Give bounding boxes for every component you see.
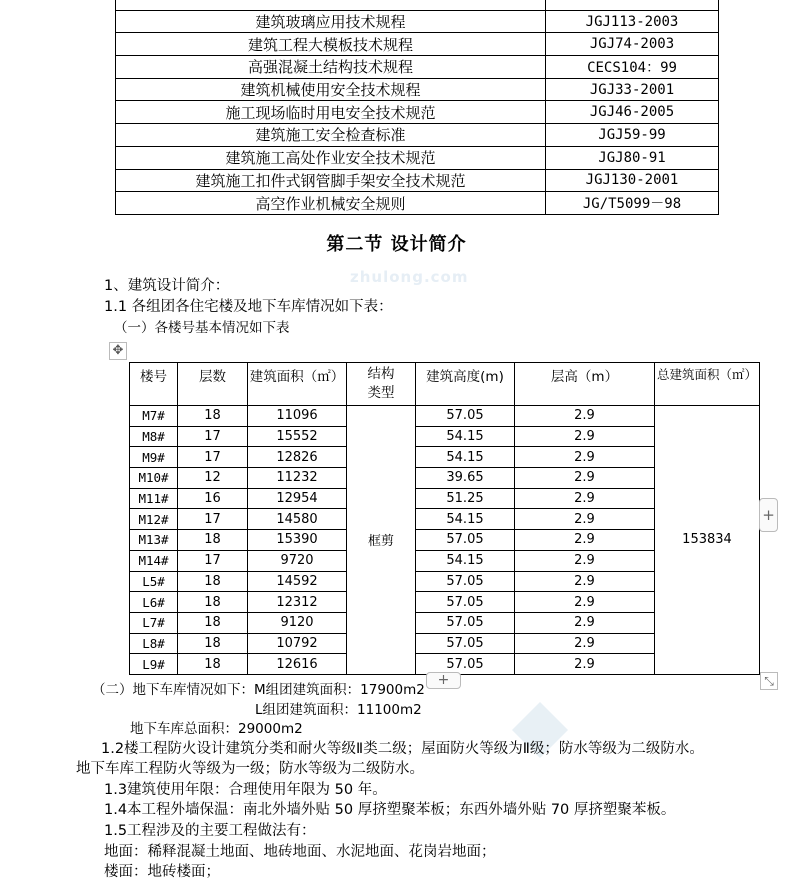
cell-floors: 18 bbox=[178, 654, 248, 675]
cell-floors: 17 bbox=[178, 426, 248, 447]
header-area: 建筑面积（㎡） bbox=[248, 363, 347, 406]
standard-name: 高强混凝土结构技术规程 bbox=[116, 56, 546, 79]
move-icon[interactable]: ✥ bbox=[109, 342, 127, 360]
table-row bbox=[116, 146, 719, 169]
header-floor-height: 层高（m） bbox=[515, 363, 655, 406]
standard-code: JGJ59-99 bbox=[546, 124, 719, 147]
cell-height: 54.15 bbox=[416, 550, 515, 571]
watermark: zhulong.com bbox=[350, 268, 469, 286]
cell-floor-height: 2.9 bbox=[515, 633, 655, 654]
fire-rating-line-1: 1.2楼工程防火设计建筑分类和耐火等级Ⅱ类二级；屋面防火等级为Ⅱ级；防水等级为二级防水。 bbox=[101, 741, 704, 757]
cell-structure: 框剪 bbox=[347, 406, 416, 675]
insulation: 1.4本工程外墙保温：南北外墙外贴 50 厚挤塑聚苯板；东西外墙外贴 70 厚挤塑聚苯板。 bbox=[104, 802, 676, 818]
table-row bbox=[130, 406, 760, 427]
cell-area: 11232 bbox=[248, 468, 347, 489]
table-row bbox=[116, 124, 719, 147]
header-structure: 结构类型 bbox=[347, 363, 416, 406]
cell-area: 10792 bbox=[248, 633, 347, 654]
garage-line-1: （二）地下车库情况如下：M组团建筑面积：17900m2 bbox=[92, 682, 425, 698]
cell-area: 15390 bbox=[248, 530, 347, 551]
cell-floors: 18 bbox=[178, 633, 248, 654]
header-building-no: 楼号 bbox=[130, 363, 178, 406]
cell-floors: 12 bbox=[178, 468, 248, 489]
cell-floors: 18 bbox=[178, 406, 248, 427]
cell-building-no: M10# bbox=[130, 468, 178, 489]
cell-building-no: L8# bbox=[130, 633, 178, 654]
paragraph-table-caption: （一）各楼号基本情况如下表 bbox=[114, 320, 290, 336]
cell-floors: 18 bbox=[178, 571, 248, 592]
cell-floor-height: 2.9 bbox=[515, 488, 655, 509]
cell-area: 14592 bbox=[248, 571, 347, 592]
table-row bbox=[116, 33, 719, 56]
cell-area: 14580 bbox=[248, 509, 347, 530]
standard-code: JG/T5099－98 bbox=[546, 192, 719, 215]
garage-line-2: L组团建筑面积：11100m2 bbox=[255, 702, 422, 718]
standard-code: JGJ46-2005 bbox=[546, 101, 719, 124]
cell-height: 54.15 bbox=[416, 426, 515, 447]
table-row bbox=[116, 192, 719, 215]
cell-building-no: M12# bbox=[130, 509, 178, 530]
cell-building-no: M11# bbox=[130, 488, 178, 509]
garage-total: 地下车库总面积：29000m2 bbox=[130, 721, 303, 737]
standard-code: JGJ33-2001 bbox=[546, 78, 719, 101]
cell-height: 57.05 bbox=[416, 633, 515, 654]
table-row bbox=[116, 169, 719, 192]
cell-building-no: M9# bbox=[130, 447, 178, 468]
cell-building-no: M13# bbox=[130, 530, 178, 551]
cell-floor-height: 2.9 bbox=[515, 654, 655, 675]
add-row-button[interactable]: + bbox=[426, 672, 461, 689]
standard-name: 建筑施工扣件式钢管脚手架安全技术规范 bbox=[116, 169, 546, 192]
cell-height: 54.15 bbox=[416, 447, 515, 468]
floor-practice: 地面：稀释混凝土地面、地砖地面、水泥地面、花岗岩地面； bbox=[104, 844, 496, 860]
standard-code: JGJ130-2001 bbox=[546, 169, 719, 192]
standards-table bbox=[115, 0, 719, 215]
cell-height: 57.05 bbox=[416, 654, 515, 675]
resize-icon[interactable]: ⤡ bbox=[760, 672, 778, 690]
cell-building-no: L5# bbox=[130, 571, 178, 592]
standard-code: JGJ113-2003 bbox=[546, 10, 719, 33]
cell-building-no: L9# bbox=[130, 654, 178, 675]
header-height: 建筑高度(m) bbox=[416, 363, 515, 406]
standard-code: JGJ80-91 bbox=[546, 146, 719, 169]
table-row bbox=[116, 10, 719, 33]
cell-floor-height: 2.9 bbox=[515, 612, 655, 633]
standard-code: CECS104：99 bbox=[546, 56, 719, 79]
cell-area: 9120 bbox=[248, 612, 347, 633]
cell-total-area: 153834 bbox=[655, 406, 760, 675]
cell-area: 9720 bbox=[248, 550, 347, 571]
standard-name: 施工现场临时用电安全技术规范 bbox=[116, 101, 546, 124]
section-title: 第二节 设计简介 bbox=[326, 234, 467, 255]
paragraph-building-design: 1、建筑设计简介： bbox=[104, 278, 230, 294]
standard-name: 建筑施工安全检查标准 bbox=[116, 124, 546, 147]
building-table bbox=[129, 362, 760, 675]
standard-name: 建筑机械使用安全技术规程 bbox=[116, 78, 546, 101]
cell-floor-height: 2.9 bbox=[515, 571, 655, 592]
table-row bbox=[116, 0, 719, 10]
table-row bbox=[116, 101, 719, 124]
cell-floor-height: 2.9 bbox=[515, 550, 655, 571]
cell-floors: 18 bbox=[178, 592, 248, 613]
standard-name: 高空作业机械安全规则 bbox=[116, 192, 546, 215]
cell-floors: 17 bbox=[178, 447, 248, 468]
cell-floor-height: 2.9 bbox=[515, 468, 655, 489]
cell-height: 39.65 bbox=[416, 468, 515, 489]
cell-height: 57.05 bbox=[416, 592, 515, 613]
paragraph-building-overview: 1.1 各组团各住宅楼及地下车库情况如下表： bbox=[104, 299, 393, 315]
cell-area: 12826 bbox=[248, 447, 347, 468]
fire-rating-line-2: 地下车库工程防火等级为一级；防水等级为二级防水。 bbox=[76, 761, 424, 777]
cell-height: 57.05 bbox=[416, 612, 515, 633]
upper-floor-practice: 楼面：地砖楼面； bbox=[104, 864, 220, 880]
cell-area: 12616 bbox=[248, 654, 347, 675]
header-floors: 层数 bbox=[178, 363, 248, 406]
standard-name: 建筑施工高处作业安全技术规范 bbox=[116, 146, 546, 169]
cell-area: 15552 bbox=[248, 426, 347, 447]
standard-code: JGJ74-2003 bbox=[546, 33, 719, 56]
table-row bbox=[116, 56, 719, 79]
use-life: 1.3建筑使用年限：合理使用年限为 50 年。 bbox=[104, 782, 387, 798]
cell-area: 12312 bbox=[248, 592, 347, 613]
cell-floors: 17 bbox=[178, 550, 248, 571]
standard-name: 建筑工程大模板技术规程 bbox=[116, 33, 546, 56]
cell-floor-height: 2.9 bbox=[515, 509, 655, 530]
cell-floors: 18 bbox=[178, 530, 248, 551]
table-row bbox=[116, 78, 719, 101]
cell-floor-height: 2.9 bbox=[515, 447, 655, 468]
standard-name: 建筑玻璃应用技术规程 bbox=[116, 10, 546, 33]
cell-floor-height: 2.9 bbox=[515, 530, 655, 551]
cell-building-no: L6# bbox=[130, 592, 178, 613]
cell-building-no: M8# bbox=[130, 426, 178, 447]
add-column-button[interactable]: + bbox=[759, 498, 778, 532]
cell-height: 54.15 bbox=[416, 509, 515, 530]
cell-floor-height: 2.9 bbox=[515, 426, 655, 447]
cell-building-no: M7# bbox=[130, 406, 178, 427]
practices-title: 1.5工程涉及的主要工程做法有： bbox=[104, 823, 316, 839]
cell-height: 57.05 bbox=[416, 406, 515, 427]
cell-floor-height: 2.9 bbox=[515, 592, 655, 613]
cell-height: 57.05 bbox=[416, 530, 515, 551]
cell-floors: 16 bbox=[178, 488, 248, 509]
cell-height: 51.25 bbox=[416, 488, 515, 509]
header-total-area: 总建筑面积（㎡） bbox=[655, 363, 760, 406]
cell-floors: 17 bbox=[178, 509, 248, 530]
cell-floor-height: 2.9 bbox=[515, 406, 655, 427]
cell-floors: 18 bbox=[178, 612, 248, 633]
cell-building-no: M14# bbox=[130, 550, 178, 571]
table-header-row bbox=[130, 363, 760, 406]
cell-height: 57.05 bbox=[416, 571, 515, 592]
cell-area: 11096 bbox=[248, 406, 347, 427]
cell-area: 12954 bbox=[248, 488, 347, 509]
cell-building-no: L7# bbox=[130, 612, 178, 633]
